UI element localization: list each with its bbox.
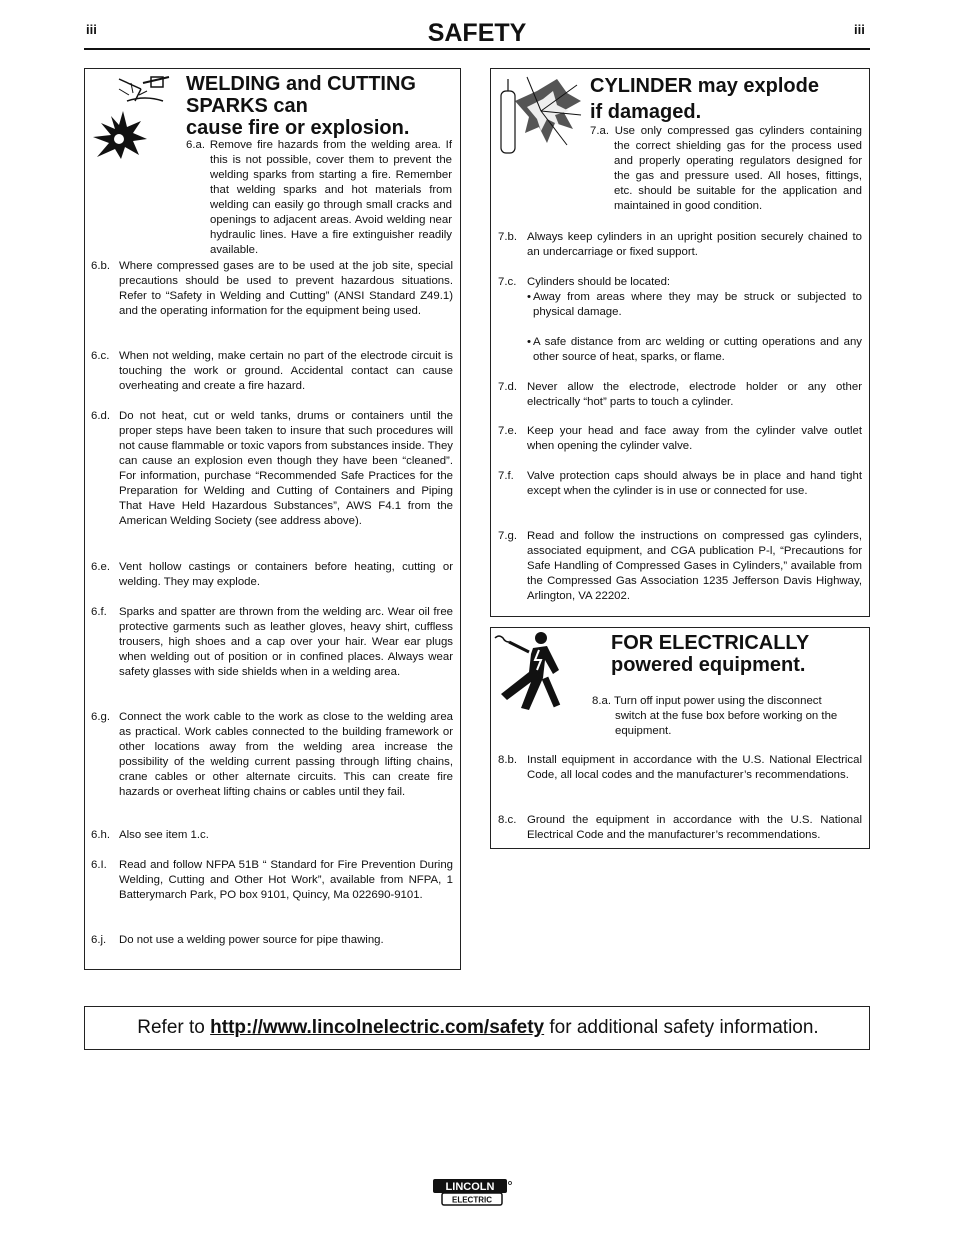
item-num: 6.e.: [91, 561, 110, 573]
item-text: Always keep cylinders in an upright position securely chained to an undercarriage or fixed support.: [527, 231, 862, 258]
welding-heading-line2: SPARKS can: [186, 95, 308, 117]
item-text: Valve protection caps should always be in place and hand tight except when the cylinder is in use or connected for use.: [527, 470, 862, 497]
item-8c: [498, 813, 862, 843]
item-text: Keep your head and face away from the cylinder valve outlet when opening the cylinder valve.: [527, 425, 862, 452]
item-text: A safe distance from arc welding or cutting operations and any other source of heat, sparks, or flame.: [533, 336, 862, 363]
logo-line1: LINCOLN: [445, 1181, 495, 1193]
electrical-heading-line2: powered equipment.: [611, 654, 806, 676]
item-num: 6.I.: [91, 859, 107, 871]
item-text: Also see item 1.c.: [119, 829, 209, 841]
item-num: 7.c.: [498, 276, 517, 288]
item-8a: [592, 694, 852, 739]
item-num: 8.c.: [498, 814, 517, 826]
item-text: Never allow the electrode, electrode holder or any other electrically “hot” parts to touch a cylinder.: [527, 381, 862, 408]
cylinder-heading-line1: CYLINDER may explode: [590, 75, 819, 97]
welding-sparks-section: [84, 68, 461, 970]
item-text: Install equipment in accordance with the U.S. National Electrical Code, all local codes and the manufacturer’s recommendations.: [527, 754, 862, 781]
item-num: 7.f.: [498, 470, 514, 482]
bullet-icon: •: [527, 291, 531, 303]
electrical-section: [490, 627, 870, 849]
item-7a: [527, 124, 862, 214]
item-num: 8.b.: [498, 754, 517, 766]
item-6d: [91, 409, 453, 529]
item-text: Do not use a welding power source for pipe thawing.: [119, 934, 384, 946]
item-text: Vent hollow castings or containers before heating, cutting or welding. They may explode.: [119, 561, 453, 588]
electric-shock-icon: [493, 630, 577, 718]
item-6a: [186, 138, 452, 258]
item-text: Connect the work cable to the work as close to the welding area as practical. Work cables connected to the building framework or other locations away from the welding area increase the possibility of the welding current passing through lifting chains, crane cables or other alternate circuits. This can create fire hazards or overheat lifting chains or cables until they fail.: [119, 711, 453, 798]
item-num: 6.j.: [91, 934, 107, 946]
item-text: Cylinders should be located:: [527, 276, 671, 288]
item-num: 6.h.: [91, 829, 110, 841]
item-6h: [91, 828, 453, 843]
cylinder-heading-line2: if damaged.: [590, 101, 702, 123]
item-7b: [498, 230, 862, 260]
lincoln-electric-logo: [432, 1178, 512, 1208]
item-num: 7.a.: [590, 125, 609, 137]
item-text: Do not heat, cut or weld tanks, drums or containers until the proper steps have been taken to insure that such procedures will not cause flammable or toxic vapors from substances inside. They can cause an explosion even though they have been “cleaned”. For information, purchase “Recommended Safe Practices for the Preparation for Welding and Cutting of Containers and Piping That Have Held Hazardous Substances”, AWS F4.1 from the American Welding Society (see address above).: [119, 410, 453, 527]
item-text: Away from areas where they may be struck or subjected to physical damage.: [533, 291, 862, 318]
item-7d: [498, 380, 862, 410]
item-num: 7.d.: [498, 381, 517, 393]
item-text: Sparks and spatter are thrown from the welding arc. Wear oil free protective garments such as leather gloves, heavy shirt, cuffless trousers, high shoes and a cap over your hair. Wear ear plugs when welding out of position or in confined places. Always wear safety glasses with side shields when in a welding area.: [119, 606, 453, 678]
item-7f: [498, 469, 862, 499]
item-text: When not welding, make certain no part of the electrode circuit is touching the work or ground. Accidental contact can cause overheating and create a fire hazard.: [119, 350, 453, 392]
item-6f: [91, 605, 453, 680]
welding-heading-line3: cause fire or explosion.: [186, 117, 410, 139]
item-num: 6.c.: [91, 350, 110, 362]
page-number-left: iii: [86, 22, 97, 37]
title-rule: [84, 48, 870, 50]
reference-suffix: for additional safety information.: [544, 1017, 819, 1038]
reference-prefix: Refer to: [137, 1017, 211, 1038]
item-num: 6.a.: [186, 139, 205, 151]
item-text: Use only compressed gas cylinders containing the correct shielding gas for the process used and properly operating regulators designed for the gas and pressure used. All hoses, fittings, etc. should be suitable for the application and maintained in good condition.: [614, 125, 862, 212]
cylinder-section: [490, 68, 870, 617]
item-num: 7.e.: [498, 425, 517, 437]
bullet-icon: •: [527, 336, 531, 348]
item-num: 7.g.: [498, 530, 517, 542]
welding-heading-line1: WELDING and CUTTING: [186, 73, 416, 95]
item-num: 6.g.: [91, 711, 110, 723]
bullet-7c-2: [527, 335, 862, 365]
item-num: 6.b.: [91, 260, 110, 272]
item-6c: [91, 349, 453, 394]
item-text: Turn off input power using the disconnect switch at the fuse box before working on the equipment.: [613, 695, 838, 737]
item-text: Where compressed gases are to be used at the job site, special precautions should be used to prevent hazardous situations. Refer to “Safety in Welding and Cutting” (ANSI Standard Z49.1) and the operating information for the equipment being used.: [119, 260, 453, 317]
item-8b: [498, 753, 862, 783]
page-title: SAFETY: [427, 19, 527, 47]
logo-line2: ELECTRIC: [452, 1195, 492, 1205]
item-6i: [91, 858, 453, 903]
item-text: Read and follow the instructions on compressed gas cylinders, associated equipment, and CGA publication P-l, “Precautions for Safe Handling of Compressed Gases in Cylinders,” available from the Compressed Gas Association 1235 Jefferson Davis Highway, Arlington, VA 22202.: [527, 530, 862, 602]
explosion-icon: [89, 71, 179, 161]
item-text: Read and follow NFPA 51B “ Standard for Fire Prevention During Welding, Cutting and Other Hot Work”, available from NFPA, 1 Batterymarch Park, PO box 9101, Quincy, Ma 022690-9101.: [119, 859, 453, 901]
electrical-heading-line1: FOR ELECTRICALLY: [611, 632, 810, 654]
item-6b: [91, 259, 453, 319]
reference-text: [85, 1007, 871, 1049]
item-7g: [498, 529, 862, 604]
item-text: Remove fire hazards from the welding area. If this is not possible, cover them to prevent the welding sparks from starting a fire. Remember that welding sparks and hot materials from welding can easily go through small cracks and openings to adjacent areas. Avoid welding near hydraulic lines. Have a fire extinguisher readily available.: [209, 139, 452, 256]
item-num: 6.f.: [91, 606, 107, 618]
item-7c: [498, 275, 862, 290]
page-number-right: iii: [854, 22, 865, 37]
item-6j: [91, 933, 453, 948]
safety-link[interactable]: http://www.lincolnelectric.com/safety: [210, 1017, 545, 1038]
item-6e: [91, 560, 453, 590]
item-text: Ground the equipment in accordance with the U.S. National Electrical Code and the manufacturer’s recommendations.: [527, 814, 862, 841]
bullet-7c-1: [527, 290, 862, 320]
reference-box: [84, 1006, 870, 1050]
item-6g: [91, 710, 453, 800]
item-7e: [498, 424, 862, 454]
item-num: 6.d.: [91, 410, 110, 422]
item-7a-intro: [527, 124, 862, 214]
item-num: 8.a.: [592, 695, 611, 707]
item-num: 7.b.: [498, 231, 517, 243]
